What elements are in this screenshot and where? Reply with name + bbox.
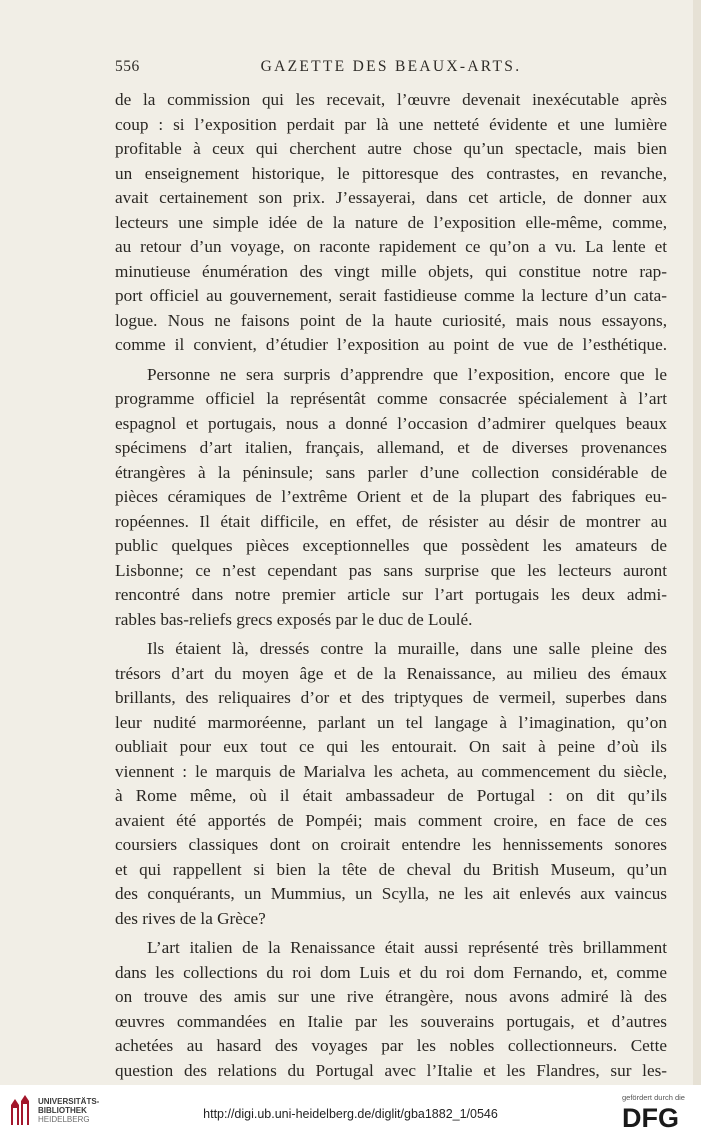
text-line: comme il convient, d’étudier l’exposition au point de vue de l’esthétique.: [115, 335, 667, 354]
text-line: œuvres commandées en Italie par les souverains portugais, et d’autres: [115, 1011, 667, 1031]
text-line: viennent : le marquis de Marialva les acheta, au commencement du siècle,: [115, 761, 667, 781]
text-line: programme officiel la représentât comme consacrée spécialement à l’art: [115, 389, 667, 408]
text-line: profitable à ceux qui cherchent autre chose qu’un spectacle, mais bien: [115, 139, 667, 158]
text-line: coursiers classiques dont on croirait entendre les hennissements sonores: [115, 835, 667, 854]
text-line: question des relations du Portugal avec l’Italie et les Flandres, sur les-: [115, 1060, 667, 1080]
text-line: spécimens d’art italien, français, allemand, et de diverses provenances: [115, 438, 667, 457]
text-line: au retour d’un voyage, on raconte rapidement ce qu’on a vu. La lente et: [115, 237, 667, 256]
text-line: oubliait pour eux tout ce qui les entourait. On sait à peine d’où ils: [115, 737, 667, 756]
library-name-line1: UNIVERSITÄTS-: [38, 1097, 100, 1106]
text-line: port officiel au gouvernement, serait fastidieuse comme la lecture d’un cata-: [115, 286, 667, 305]
running-header: [115, 58, 667, 82]
text-line: leur nudité marmoréenne, parlant un tel langage à l’imagination, qu’on: [115, 712, 667, 732]
text-line: des rives de la Grèce?: [115, 908, 266, 928]
text-line: achetées au hasard des voyages par les nobles collectionneurs. Cette: [115, 1036, 667, 1055]
text-line: pièces céramiques de l’extrême Orient et de la plupart des fabriques eu-: [115, 487, 667, 506]
funding-note: gefördert durch die: [622, 1093, 685, 1102]
permalink-url[interactable]: http://digi.ub.uni-heidelberg.de/diglit/gba1882_1/0546: [203, 1107, 498, 1121]
text-line: avait certainement son prix. J’essayerai, dans cet article, de donner aux: [115, 188, 667, 207]
running-title: GAZETTE DES BEAUX-ARTS.: [260, 58, 522, 75]
text-line: et qui rappellent si bien la tête de cheval du British Museum, qu’un: [115, 859, 667, 879]
text-line: avaient été apportés de Pompéi; mais comment croire, en face de ces: [115, 810, 667, 830]
text-line: brillants, des reliquaires d’or et des triptyques de vermeil, superbes dans: [115, 688, 667, 707]
text-line: Personne ne sera surpris d’apprendre que l’exposition, encore que le: [147, 364, 667, 384]
text-line: minutieuse énumération des vingt mille objets, qui constitue notre rap-: [115, 261, 667, 281]
text-line: rencontré dans notre premier article sur l’art portugais les deux admi-: [115, 585, 667, 604]
text-line: étrangères à la péninsule; sans parler d’une collection considérable de: [115, 462, 667, 482]
text-line: un enseignement historique, le pittoresque des contrastes, en revanche,: [115, 163, 667, 183]
text-line: espagnol et portugais, nous a donné l’occasion d’admirer quelques beaux: [115, 413, 667, 433]
text-line: public quelques pièces exceptionnelles que possèdent les amateurs de: [115, 536, 667, 555]
dfg-logo: [622, 1103, 694, 1129]
text-line: logue. Nous ne faisons point de la haute curiosité, mais nous essayons,: [115, 310, 667, 330]
page-edge: [693, 0, 701, 1085]
page-number: 556: [115, 58, 140, 75]
text-line: trésors d’art du moyen âge et de la Renaissance, au milieu des émaux: [115, 663, 667, 683]
dfg-logo-text: DFG: [622, 1103, 679, 1129]
text-line: Lisbonne; ce n’est cependant pas sans surprise que les lecteurs auront: [115, 560, 667, 580]
text-line: de la commission qui les recevait, l’œuvre devenait inexécutable après: [115, 90, 667, 109]
text-line: coup : si l’exposition perdait par là une netteté évidente et une lumière: [115, 114, 667, 134]
text-line: dans les collections du roi dom Luis et du roi dom Fernando, et, comme: [115, 962, 667, 982]
text-line: à Rome même, où il était ambassadeur de Portugal : on dit qu’ils: [115, 786, 667, 805]
text-line: on trouve des amis sur une rive étrangère, nous avons admiré là des: [115, 987, 667, 1006]
text-line: ropéennes. Il était difficile, en effet, de résister au désir de montrer au: [115, 511, 667, 531]
text-line: lecteurs une simple idée de la nature de l’exposition elle-même, comme,: [115, 212, 667, 232]
text-line: rables bas-reliefs grecs exposés par le duc de Loulé.: [115, 609, 473, 629]
text-line: Ils étaient là, dressés contre la muraille, dans une salle pleine des: [147, 639, 667, 658]
text-line: des conquérants, un Mummius, un Scylla, ne les ait enlevés aux vaincus: [115, 884, 667, 903]
text-line: L’art italien de la Renaissance était aussi représenté très brillamment: [147, 938, 667, 957]
body-text: [115, 88, 667, 1083]
library-city: HEIDELBERG: [38, 1115, 90, 1124]
library-name-line2: BIBLIOTHEK: [38, 1106, 87, 1115]
